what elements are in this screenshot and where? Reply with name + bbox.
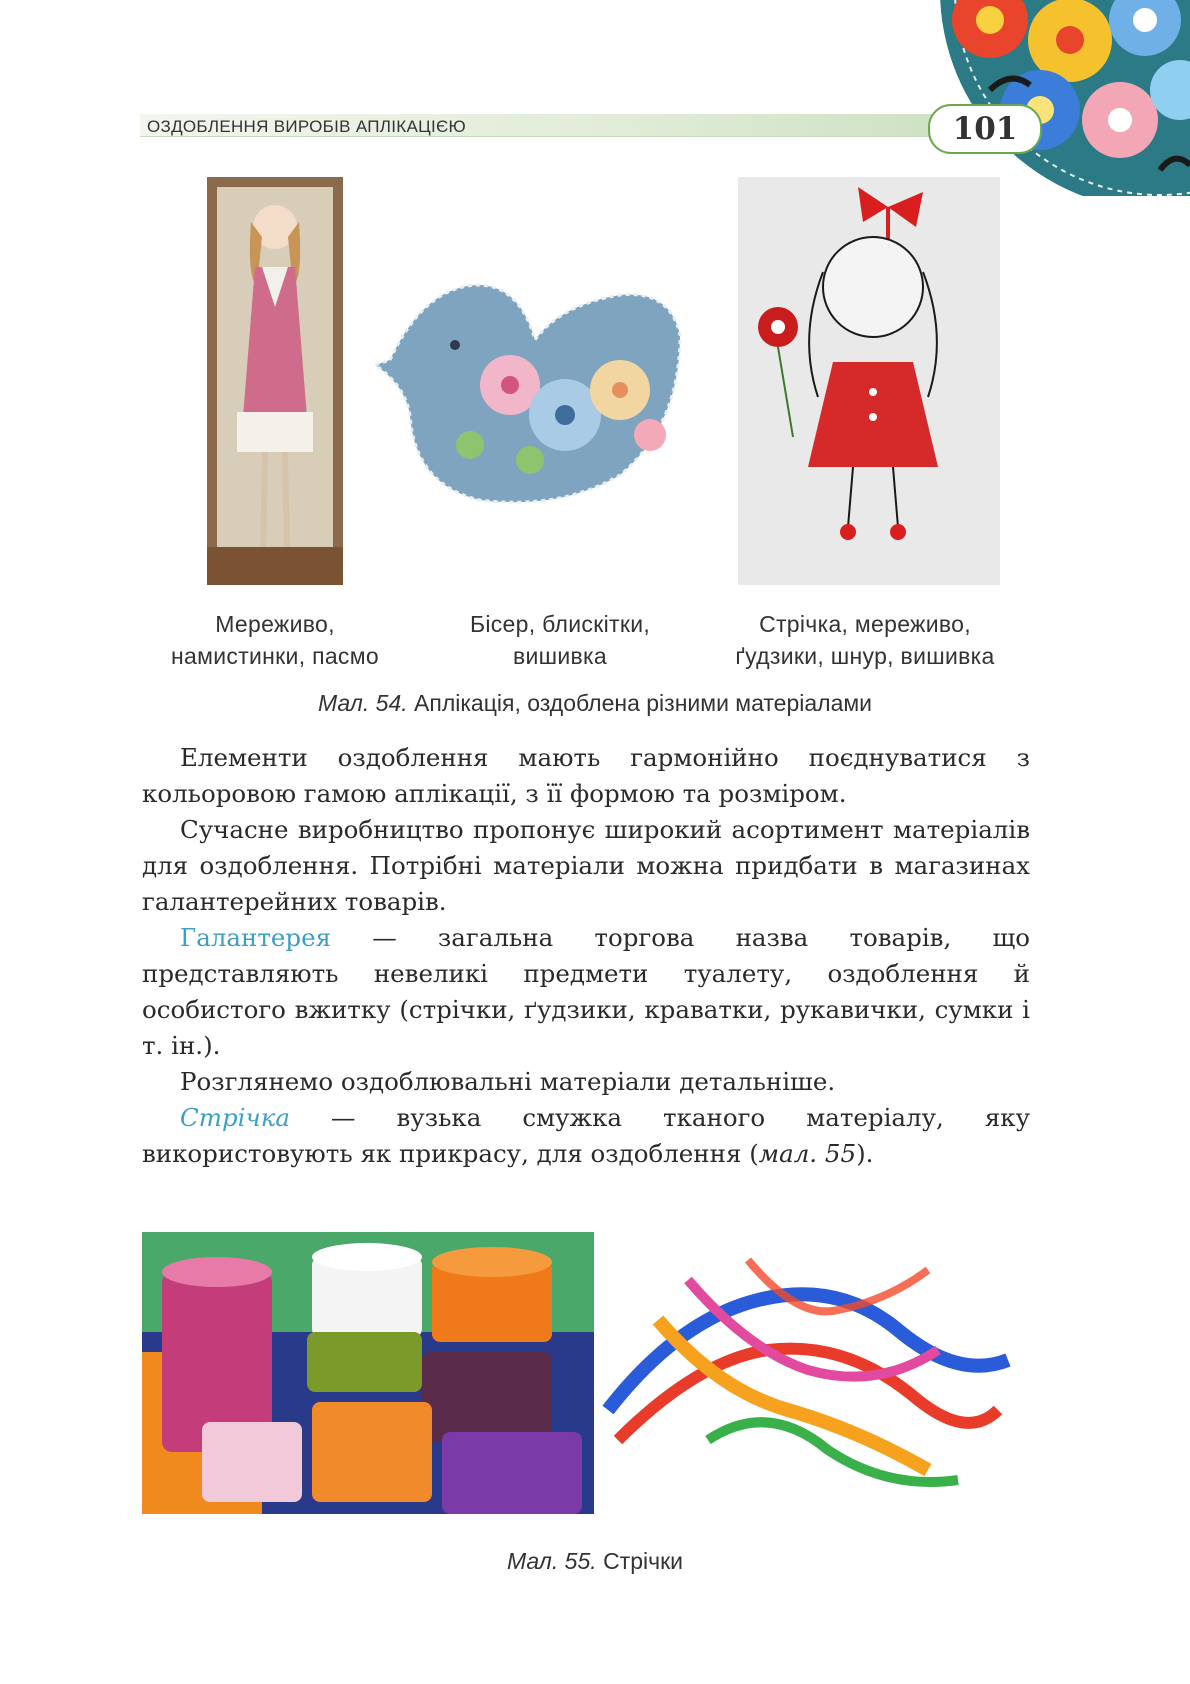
caption-ribbon-line1: Стрічка, мереживо, (759, 611, 971, 637)
figure-54-label: Мал. 54. (317, 690, 408, 716)
page-number: 101 (928, 104, 1042, 154)
paragraph-2: Сучасне виробництво пропонує широкий асортимент матеріалів для оздоблення. Потрібні матеріали можна придбати в магазинах галантерейних товарів. (142, 815, 1030, 916)
paragraph-1: Елементи оздоблення мають гармонійно поєднуватися з кольоровою гамою аплікації, з її формою та розміром. (142, 743, 1030, 808)
caption-beads-line2: вишивка (512, 643, 608, 669)
photo-girl-ribbon (738, 177, 1000, 585)
paragraph-5-end: ). (856, 1139, 874, 1168)
caption-lace-line2: намистинки, пасмо (171, 643, 379, 669)
figure-54-caption (0, 690, 1190, 717)
paragraph-3 (142, 920, 1030, 1064)
figure-55-title: Стрічки (603, 1548, 684, 1574)
figure-54-title: Аплікація, оздоблена різними матеріалами (414, 690, 873, 716)
photo-lace-doll (207, 177, 343, 585)
caption-ribbon-line2: ґудзики, шнур, вишивка (735, 643, 995, 669)
corner-flower-decoration (930, 0, 1190, 196)
paragraph-4: Розглянемо оздоблювальні матеріали детальніше. (180, 1067, 836, 1096)
photo-ribbons-loose (598, 1240, 1018, 1512)
running-head-title: ОЗДОБЛЕННЯ ВИРОБІВ АПЛІКАЦІЄЮ (147, 117, 466, 136)
caption-ribbon (705, 608, 1025, 672)
caption-lace (145, 608, 405, 672)
caption-lace-line1: Мереживо, (215, 611, 335, 637)
caption-beads (430, 608, 690, 672)
body-text (142, 740, 1030, 1172)
paragraph-3-text: — загальна торгова назва товарів, що представляють невеликі предмети туалету, оздоблення й особистого вжитку (стрічки, ґудзики, краватки, рукавички, сумки і т. ін.). (142, 923, 1030, 1060)
paragraph-5-text: — вузька смужка тканого матеріалу, яку використовують як прикрасу, для оздоблення ( (142, 1103, 1030, 1168)
figure-55-label: Мал. 55. (506, 1548, 597, 1574)
caption-beads-line1: Бісер, блискітки, (469, 611, 651, 637)
photo-ribbon-spools (142, 1232, 594, 1514)
figure-55-reference: мал. 55 (758, 1139, 857, 1168)
figure-55-caption (0, 1548, 1190, 1575)
paragraph-5 (142, 1100, 1030, 1172)
photo-felt-bird (370, 275, 695, 515)
term-haberdashery: Галантерея (180, 923, 332, 952)
term-ribbon: Стрічка (180, 1103, 290, 1132)
